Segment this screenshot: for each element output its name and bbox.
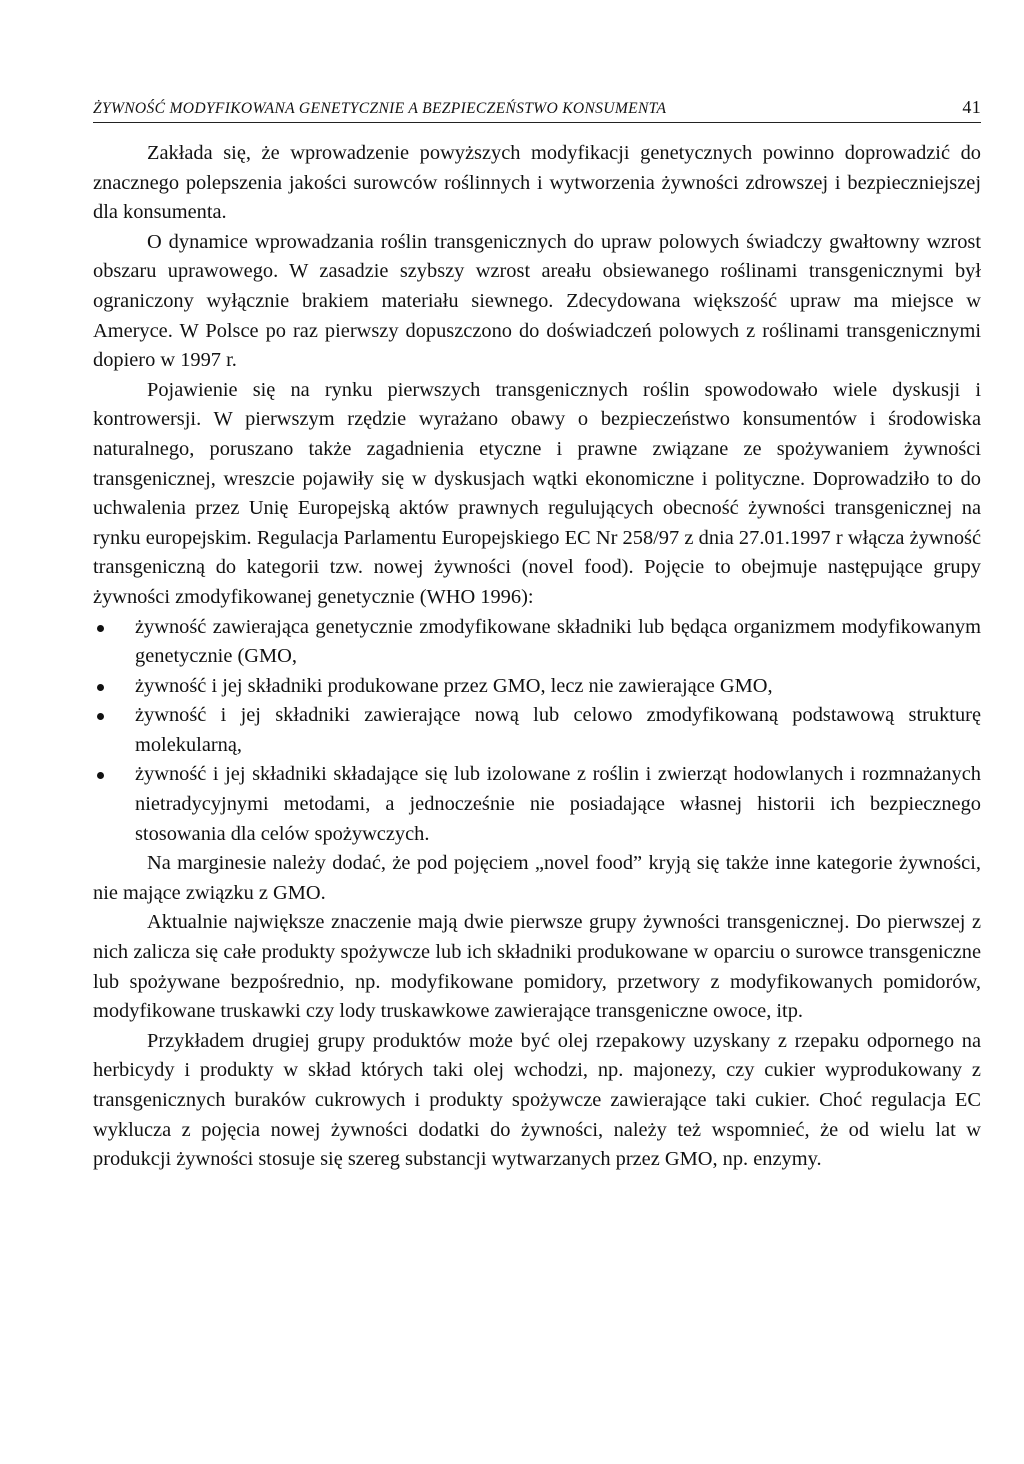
paragraph-3: Pojawienie się na rynku pierwszych transgenicznych roślin spowodowało wiele dyskusji i kontrowersji. W pierwszym rzędzie wyrażano obawy o bezpieczeństwo konsumentów i środowiska naturalnego, poruszano także zagadnienia etyczne i prawne związane ze spożywaniem żywności transgenicznej, wreszcie pojawiły się w dyskusjach wątki ekonomiczne i polityczne. Doprowadziło to do uchwalenia przez Unię Europejską aktów prawnych regulujących obecność żywności transgenicznej na rynku europejskim. Regulacja Parlamentu Europejskiego EC Nr 258/97 z dnia 27.01.1997 r włącza żywność transgeniczną do kategorii tzw. nowej żywności (novel food). Pojęcie to obejmuje następujące grupy żywności zmodyfikowanej genetycznie (WHO 1996): [93,378,981,608]
list-item: żywność i jej składniki składające się lub izolowane z roślin i zwierząt hodowlanych i rozmnażanych nietradycyjnymi metodami, a jednocześnie nie posiadające własnej historii ich bezpiecznego stosowania dla celów spożywczych. [93,760,981,849]
list-item: żywność i jej składniki zawierające nową lub celowo zmodyfikowaną podstawową strukturę molekularną, [93,701,981,760]
document-page [93,96,981,1175]
gmo-food-groups-list [93,613,981,850]
page-number: 41 [962,97,981,117]
list-item: żywność i jej składniki produkowane przez GMO, lecz nie zawierające GMO, [93,672,981,702]
running-header [93,96,981,123]
paragraph-5: Aktualnie największe znaczenie mają dwie pierwsze grupy żywności transgenicznej. Do pierwszej z nich zalicza się całe produkty spożywcze lub ich składniki produkowane w oparciu o surowce transgeniczne lub spożywane bezpośrednio, np. modyfikowane pomidory, przetwory z modyfikowanych pomidorów, modyfikowane truskawki czy lody truskawkowe zawierające transgeniczne owoce, itp. [93,911,981,1023]
paragraph-6: Przykładem drugiej grupy produktów może być olej rzepakowy uzyskany z rzepaku odpornego na herbicydy i produkty w skład których taki olej wchodzi, np. majonezy, czy cukier wyprodukowany z transgenicznych buraków cukrowych i produkty spożywcze zawierające taki cukier. Choć regulacja EC wyklucza z pojęcia nowej żywności dodatki do żywności, należy też wspomnieć, że od wielu lat w produkcji żywności stosuje się szereg substancji wytwarzanych przez GMO, np. enzymy. [93,1029,981,1171]
body-text [93,139,981,1175]
paragraph-4: Na marginesie należy dodać, że pod pojęciem „novel food” kryją się także inne kategorie żywności, nie mające związku z GMO. [93,852,981,904]
paragraph-2: O dynamice wprowadzania roślin transgenicznych do upraw polowych świadczy gwałtowny wzrost obszaru uprawowego. W zasadzie szybszy wzrost areału obsiewanego roślinami transgenicznymi był ograniczony wyłącznie brakiem materiału siewnego. Zdecydowana większość upraw ma miejsce w Ameryce. W Polsce po raz pierwszy dopuszczono do doświadczeń polowych z roślinami transgenicznymi dopiero w 1997 r. [93,230,981,372]
running-title: ŻYWNOŚĆ MODYFIKOWANA GENETYCZNIE A BEZPIECZEŃSTWO KONSUMENTA [93,100,667,117]
list-item: żywność zawierająca genetycznie zmodyfikowane składniki lub będąca organizmem modyfikowanym genetycznie (GMO, [93,613,981,672]
paragraph-1: Zakłada się, że wprowadzenie powyższych modyfikacji genetycznych powinno doprowadzić do znacznego polepszenia jakości surowców roślinnych i wytworzenia żywności zdrowszej i bezpieczniejszej dla konsumenta. [93,142,981,224]
